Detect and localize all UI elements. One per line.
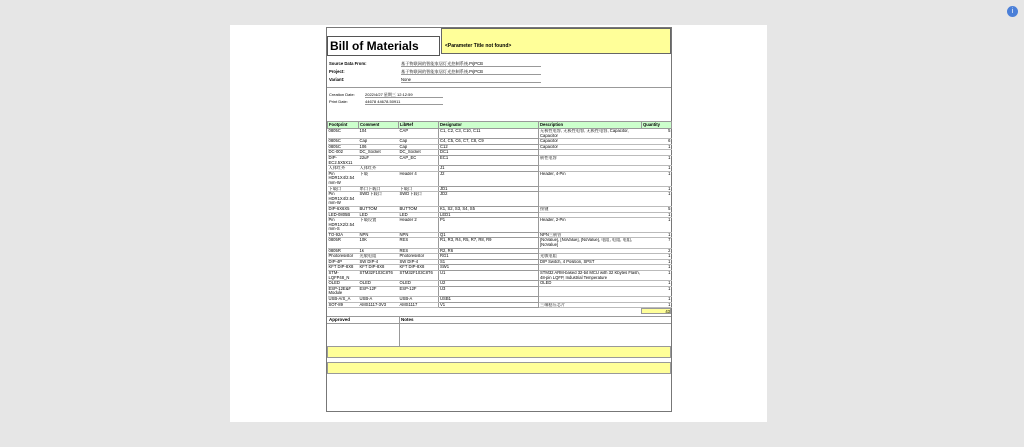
table-cell: JD2 bbox=[439, 192, 539, 207]
table-cell: 无极性电容, 无极性电容, 无极性电容, Capacitor, Capacitor bbox=[539, 129, 642, 139]
table-row bbox=[328, 271, 672, 281]
table-row bbox=[328, 302, 672, 308]
divider bbox=[327, 87, 671, 88]
table-cell: USB-A bbox=[399, 297, 439, 303]
source-label: Source Data From: bbox=[329, 61, 367, 66]
table-cell: Q1 bbox=[439, 232, 539, 238]
table-cell: JD1 bbox=[439, 186, 539, 192]
table-cell: KFT DIP-8X8 bbox=[359, 265, 399, 271]
table-cell: 三端稳压芯片 bbox=[539, 302, 642, 308]
table-cell: 1 bbox=[642, 171, 672, 186]
table-cell: AMS1117 bbox=[399, 302, 439, 308]
table-cell: DC_Socket bbox=[359, 150, 399, 156]
table-cell: SW DIP-4 bbox=[359, 259, 399, 265]
table-cell: C12 bbox=[439, 144, 539, 150]
table-row bbox=[328, 238, 672, 248]
print-label: Print Date: bbox=[329, 99, 348, 104]
table-cell: Pin HDR1X4/2.54 mm-W bbox=[328, 171, 359, 186]
table-cell: Capacitor bbox=[539, 139, 642, 145]
table-cell: 1 bbox=[642, 281, 672, 287]
table-cell: 串口下载口 bbox=[359, 186, 399, 192]
table-row bbox=[328, 155, 672, 165]
table-cell: J1 bbox=[439, 166, 539, 172]
table-cell: Header 4 bbox=[399, 171, 439, 186]
table-cell: RES bbox=[399, 238, 439, 248]
table-cell: 1 bbox=[642, 297, 672, 303]
table-cell: 10K bbox=[359, 238, 399, 248]
table-cell: Photoresistor bbox=[328, 254, 359, 260]
variant-value: None bbox=[401, 77, 541, 83]
table-cell: 22uF bbox=[359, 155, 399, 165]
column-header: Quantity bbox=[642, 122, 672, 129]
table-cell: [NoValue], [NoValue], [NoValue], 电阻, 电阻, 电阻, [NoValue] bbox=[539, 238, 642, 248]
table-cell: ESP-12E&F Module bbox=[328, 286, 359, 296]
table-cell: DC-002 bbox=[328, 150, 359, 156]
table-cell: 0805R bbox=[328, 238, 359, 248]
table-cell bbox=[539, 286, 642, 296]
table-cell: SOT-89 bbox=[328, 302, 359, 308]
table-row bbox=[328, 129, 672, 139]
table-cell: 人体红外 bbox=[328, 166, 359, 172]
table-cell: BUTTOM bbox=[399, 206, 439, 212]
table-cell: 光敏电阻 bbox=[539, 254, 642, 260]
divider bbox=[327, 323, 671, 324]
table-cell: 下载口 bbox=[328, 186, 359, 192]
notes-label: Notes bbox=[401, 317, 414, 322]
table-row bbox=[328, 171, 672, 186]
column-header: Description bbox=[539, 122, 642, 129]
table-cell: 106 bbox=[359, 144, 399, 150]
table-cell: 0805C bbox=[328, 129, 359, 139]
column-header: Footprint bbox=[328, 122, 359, 129]
creation-row bbox=[329, 92, 449, 97]
table-cell: C1, C2, C3, C10, C11 bbox=[439, 129, 539, 139]
approved-label: Approved bbox=[329, 317, 351, 322]
table-cell: 1 bbox=[642, 271, 672, 281]
table-cell: SWD下载口 bbox=[399, 192, 439, 207]
creation-value: 2022/4/27 星期三 12:12:59 bbox=[365, 92, 443, 98]
table-cell: Header, 4-Pin bbox=[539, 171, 642, 186]
table-cell: C4, C5, C6, C7, C8, C9 bbox=[439, 139, 539, 145]
table-cell: Header 2 bbox=[399, 218, 439, 233]
table-cell: 1 bbox=[642, 155, 672, 165]
table-cell: ESP-12F bbox=[359, 286, 399, 296]
print-value: 44678 44678.50911 bbox=[365, 99, 443, 105]
table-cell: 104 bbox=[359, 129, 399, 139]
table-cell: P1 bbox=[439, 218, 539, 233]
table-cell: V1 bbox=[439, 302, 539, 308]
table-row bbox=[328, 218, 672, 233]
table-cell: U2 bbox=[439, 281, 539, 287]
table-cell: TO-92A bbox=[328, 232, 359, 238]
table-cell: 5 bbox=[642, 129, 672, 139]
table-cell bbox=[539, 192, 642, 207]
table-cell: 1 bbox=[642, 286, 672, 296]
table-cell: 极性电容 bbox=[539, 155, 642, 165]
table-cell: OLED bbox=[328, 281, 359, 287]
column-header: LibRef bbox=[399, 122, 439, 129]
table-header-row bbox=[328, 122, 672, 129]
page-title: Bill of Materials bbox=[327, 36, 440, 56]
table-cell: OLED bbox=[539, 281, 642, 287]
table-cell: 1 bbox=[642, 254, 672, 260]
variant-label: Variant: bbox=[329, 77, 345, 82]
table-cell: OLED bbox=[359, 281, 399, 287]
table-cell: 光敏电阻 bbox=[359, 254, 399, 260]
project-value: 基于物联网的智能家居灯光控制系统.PrjPCB bbox=[401, 69, 541, 75]
table-cell: USB-A/S_A bbox=[328, 297, 359, 303]
table-cell: LED bbox=[399, 212, 439, 218]
table-cell: Capacitor bbox=[539, 144, 642, 150]
table-cell: USB-A bbox=[359, 297, 399, 303]
table-cell: LED1 bbox=[439, 212, 539, 218]
table-cell: K1, S2, S3, S4, S5 bbox=[439, 206, 539, 212]
table-cell: USB1 bbox=[439, 297, 539, 303]
table-cell: SW DIP-4 bbox=[399, 259, 439, 265]
table-cell: 下载口 bbox=[399, 186, 439, 192]
table-cell: Cap bbox=[399, 139, 439, 145]
table-cell: 7 bbox=[642, 238, 672, 248]
table-cell: STM32F103C8T6 bbox=[359, 271, 399, 281]
table-cell: ESP-12F bbox=[399, 286, 439, 296]
table-cell: DIP-EC2.5X5X11 bbox=[328, 155, 359, 165]
column-header: Comment bbox=[359, 122, 399, 129]
table-cell: CAP bbox=[399, 129, 439, 139]
table-row bbox=[328, 286, 672, 296]
table-cell: LED-0805B bbox=[328, 212, 359, 218]
table-cell: 1 bbox=[642, 218, 672, 233]
table-cell: STM32 ARM-based 32-bit MCU with 32 Kbytes Flash, 48-pin LQFP, Industrial Temperature bbox=[540, 270, 640, 280]
variant-row bbox=[329, 77, 549, 82]
project-row bbox=[329, 69, 549, 74]
table-cell: OLED bbox=[399, 281, 439, 287]
print-row bbox=[329, 99, 449, 104]
table-cell: U1 bbox=[439, 271, 539, 281]
table-cell: NPN三极管 bbox=[539, 232, 642, 238]
source-value: 基于物联网的智能家居灯光控制系统.PrjPCB bbox=[401, 61, 541, 67]
table-cell: 1k bbox=[359, 248, 399, 254]
document-page bbox=[230, 25, 767, 422]
table-cell: 人体红外 bbox=[359, 166, 399, 172]
table-cell: 按键 bbox=[539, 206, 642, 212]
table-cell: DIP Switch, 4 Position, SPST bbox=[539, 259, 642, 265]
table-cell: U3 bbox=[439, 286, 539, 296]
table-cell: Cap bbox=[359, 139, 399, 145]
table-cell: DIP-6X6X5 bbox=[328, 206, 359, 212]
table-cell: KFT DIP-8X8 bbox=[399, 265, 439, 271]
table-cell: 1 bbox=[642, 144, 672, 150]
table-cell: 0805C bbox=[328, 144, 359, 150]
divider bbox=[327, 316, 671, 317]
table-cell: BUTTOM bbox=[359, 206, 399, 212]
footer-bar bbox=[327, 362, 671, 374]
table-cell: DC1 bbox=[439, 150, 539, 156]
table-cell: Pin HDR1X2/2.54 mm-S bbox=[328, 218, 359, 233]
table-cell: 5 bbox=[642, 206, 672, 212]
table-cell: DIP-4P bbox=[328, 259, 359, 265]
table-cell: LED bbox=[359, 212, 399, 218]
table-cell: EC1 bbox=[439, 155, 539, 165]
table-cell: 下载 bbox=[359, 171, 399, 186]
table-cell: 1 bbox=[642, 265, 672, 271]
table-cell: NPN bbox=[359, 232, 399, 238]
table-cell: SW1 bbox=[439, 265, 539, 271]
table-cell: J2 bbox=[439, 171, 539, 186]
table-cell: Pin HDR1X4/2.54 mm-W bbox=[328, 192, 359, 207]
table-cell: 1 bbox=[642, 192, 672, 207]
table-cell: RG1 bbox=[439, 254, 539, 260]
table-cell: STM32F103C8T6 bbox=[399, 271, 439, 281]
table-cell: S1 bbox=[439, 259, 539, 265]
creation-label: Creation Date: bbox=[329, 92, 355, 97]
table-cell: 0805C bbox=[328, 139, 359, 145]
source-row bbox=[329, 61, 549, 66]
parameter-title: <Parameter Title not found> bbox=[441, 28, 671, 54]
table-cell: 6 bbox=[642, 139, 672, 145]
column-header: Designator bbox=[439, 122, 539, 129]
table-cell: Cap bbox=[399, 144, 439, 150]
total-quantity: 43 bbox=[641, 308, 671, 314]
bom-table bbox=[327, 121, 672, 308]
table-cell: Photoresistor bbox=[399, 254, 439, 260]
table-row bbox=[328, 192, 672, 207]
table-cell: 1 bbox=[642, 232, 672, 238]
table-cell: Header, 2-Pin bbox=[539, 218, 642, 233]
bom-sheet bbox=[326, 27, 672, 412]
divider bbox=[399, 316, 400, 346]
table-cell: AMS1117-3V3 bbox=[359, 302, 399, 308]
info-icon[interactable]: i bbox=[1007, 6, 1018, 17]
table-cell: RES bbox=[399, 248, 439, 254]
table-cell: 1 bbox=[642, 166, 672, 172]
table-cell: STM-LQFP48_N bbox=[328, 271, 359, 281]
footer-bar bbox=[327, 346, 671, 358]
table-cell: R2, R6 bbox=[439, 248, 539, 254]
table-cell: 1 bbox=[642, 259, 672, 265]
table-cell: NPN bbox=[399, 232, 439, 238]
project-label: Project: bbox=[329, 69, 345, 74]
table-cell: 0805R bbox=[328, 248, 359, 254]
table-cell: CAP_EC bbox=[399, 155, 439, 165]
table-cell: 1 bbox=[642, 302, 672, 308]
table-cell: 1 bbox=[642, 212, 672, 218]
table-cell: 2 bbox=[642, 248, 672, 254]
table-cell: R1, R3, R4, R5, R7, R8, R9 bbox=[439, 238, 539, 248]
table-cell: DC_Socket bbox=[399, 150, 439, 156]
table-cell: 下载设置 bbox=[359, 218, 399, 233]
table-cell: 1 bbox=[642, 186, 672, 192]
table-cell: KFT DIP-8X8 bbox=[328, 265, 359, 271]
table-cell: SWD下载口 bbox=[359, 192, 399, 207]
